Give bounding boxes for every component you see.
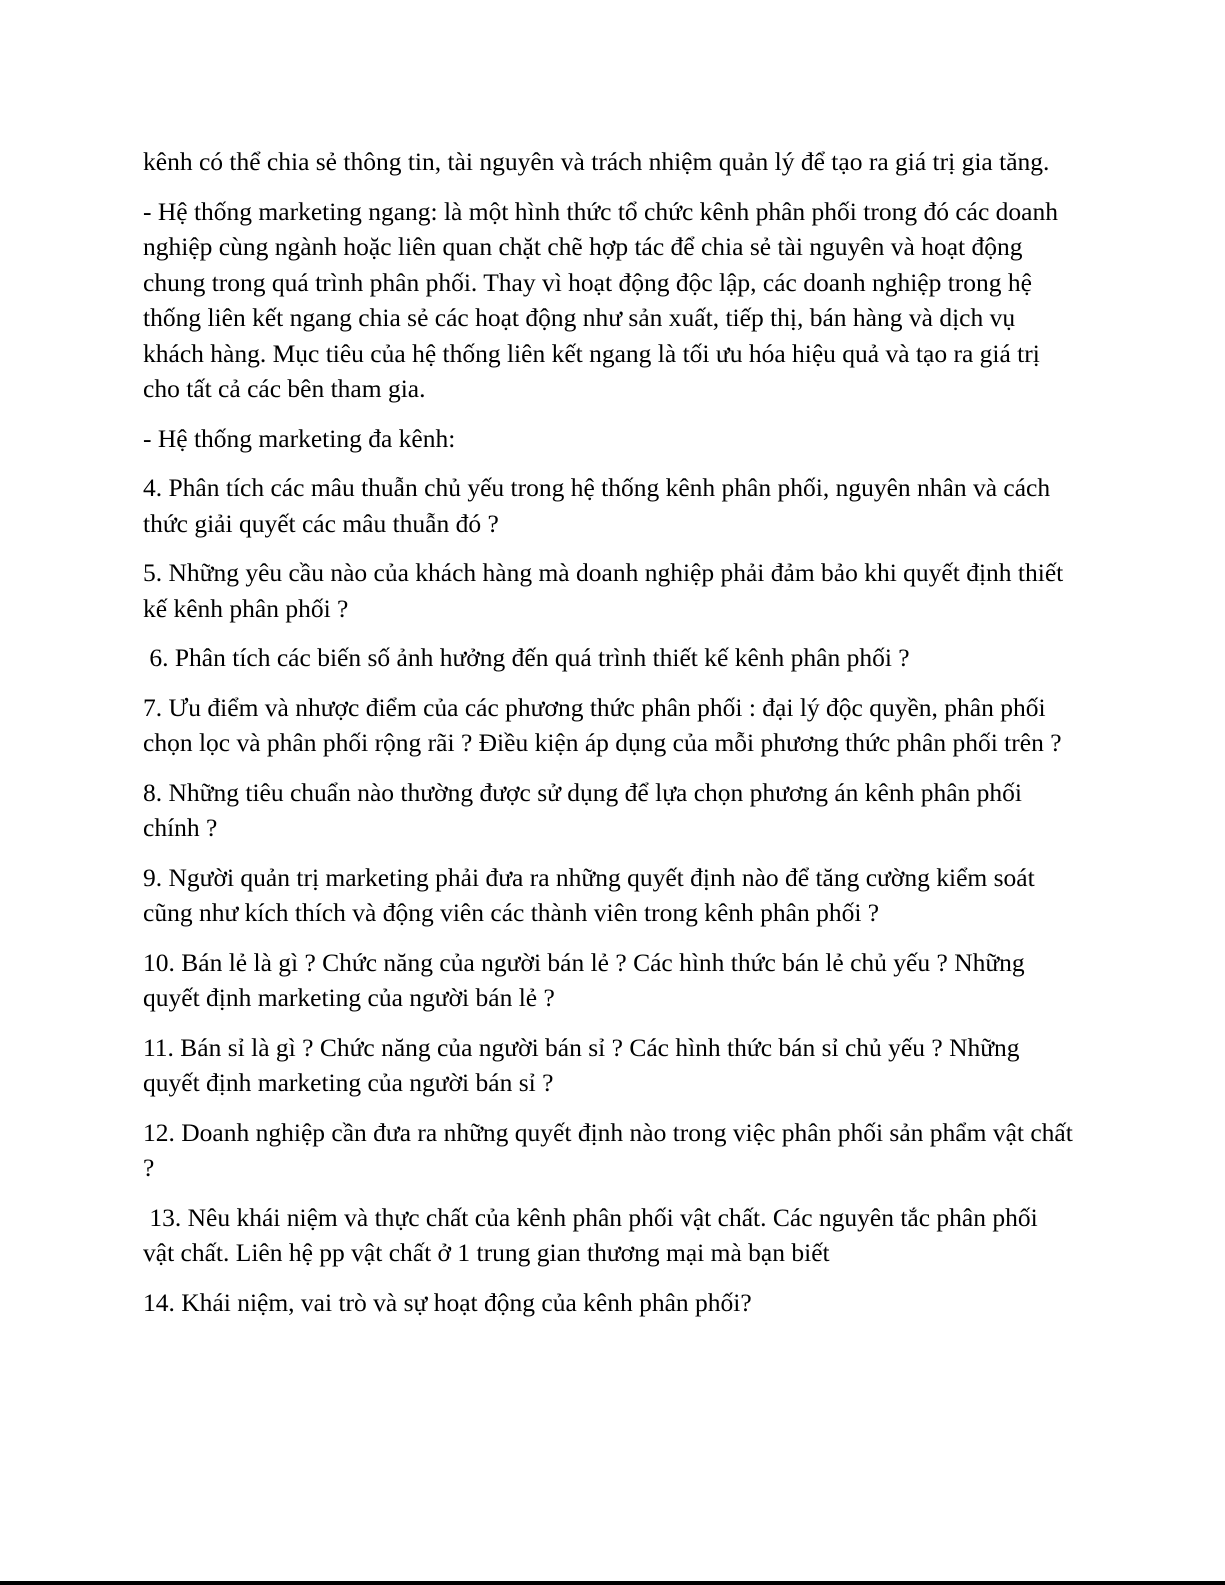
question-7: 7. Ưu điểm và nhược điểm của các phương thức phân phối : đại lý độc quyền, phân phối chọn lọc và phân phối rộng rãi ? Điều kiện áp dụng của mỗi phương thức phân phối trên ?	[143, 692, 1062, 757]
question-5: 5. Những yêu cầu nào của khách hàng mà doanh nghiệp phải đảm bảo khi quyết định thiết kế kênh phân phối ?	[143, 558, 1064, 623]
question-4: 4. Phân tích các mâu thuẫn chủ yếu trong hệ thống kênh phân phối, nguyên nhân và cách thức giải quyết các mâu thuẫn đó ?	[143, 473, 1051, 538]
question-9: 9. Người quản trị marketing phải đưa ra những quyết định nào để tăng cường kiểm soát cũng như kích thích và động viên các thành viên trong kênh phân phối ?	[143, 862, 1035, 927]
question-10: 10. Bán lẻ là gì ? Chức năng của người bán lẻ ? Các hình thức bán lẻ chủ yếu ? Những quyết định marketing của người bán lẻ ?	[143, 947, 1025, 1012]
paragraph-continuation: kênh có thể chia sẻ thông tin, tài nguyên và trách nhiệm quản lý để tạo ra giá trị gia tăng.	[143, 147, 1050, 176]
question-6: 6. Phân tích các biến số ảnh hưởng đến quá trình thiết kế kênh phân phối ?	[143, 643, 910, 672]
question-13: 13. Nêu khái niệm và thực chất của kênh phân phối vật chất. Các nguyên tắc phân phối vật chất. Liên hệ pp vật chất ở 1 trung gian thương mại mà bạn biết	[143, 1202, 1045, 1267]
question-11: 11. Bán sỉ là gì ? Chức năng của người bán sỉ ? Các hình thức bán sỉ chủ yếu ? Những quyết định marketing của người bán sỉ ?	[143, 1032, 1020, 1097]
question-8: 8. Những tiêu chuẩn nào thường được sử dụng để lựa chọn phương án kênh phân phối chính ?	[143, 777, 1023, 842]
question-12: 12. Doanh nghiệp cần đưa ra những quyết định nào trong việc phân phối sản phẩm vật chất ?	[143, 1117, 1073, 1182]
page-bottom-border	[0, 1581, 1225, 1585]
paragraph-horizontal-marketing-system: - Hệ thống marketing ngang: là một hình thức tổ chức kênh phân phối trong đó các doanh nghiệp cùng ngành hoặc liên quan chặt chẽ hợp tác để chia sẻ tài nguyên và hoạt động chung trong quá trình phân phối. Thay vì hoạt động độc lập, các doanh nghiệp trong hệ thống liên kết ngang chia sẻ các hoạt động như sản xuất, tiếp thị, bán hàng và dịch vụ khách hàng. Mục tiêu của hệ thống liên kết ngang là tối ưu hóa hiệu quả và tạo ra giá trị cho tất cả các bên tham gia.	[143, 196, 1058, 403]
question-14: 14. Khái niệm, vai trò và sự hoạt động của kênh phân phối?	[143, 1287, 752, 1317]
paragraph-multichannel-marketing-system: - Hệ thống marketing đa kênh:	[143, 423, 456, 453]
document-body	[143, 144, 1073, 1334]
